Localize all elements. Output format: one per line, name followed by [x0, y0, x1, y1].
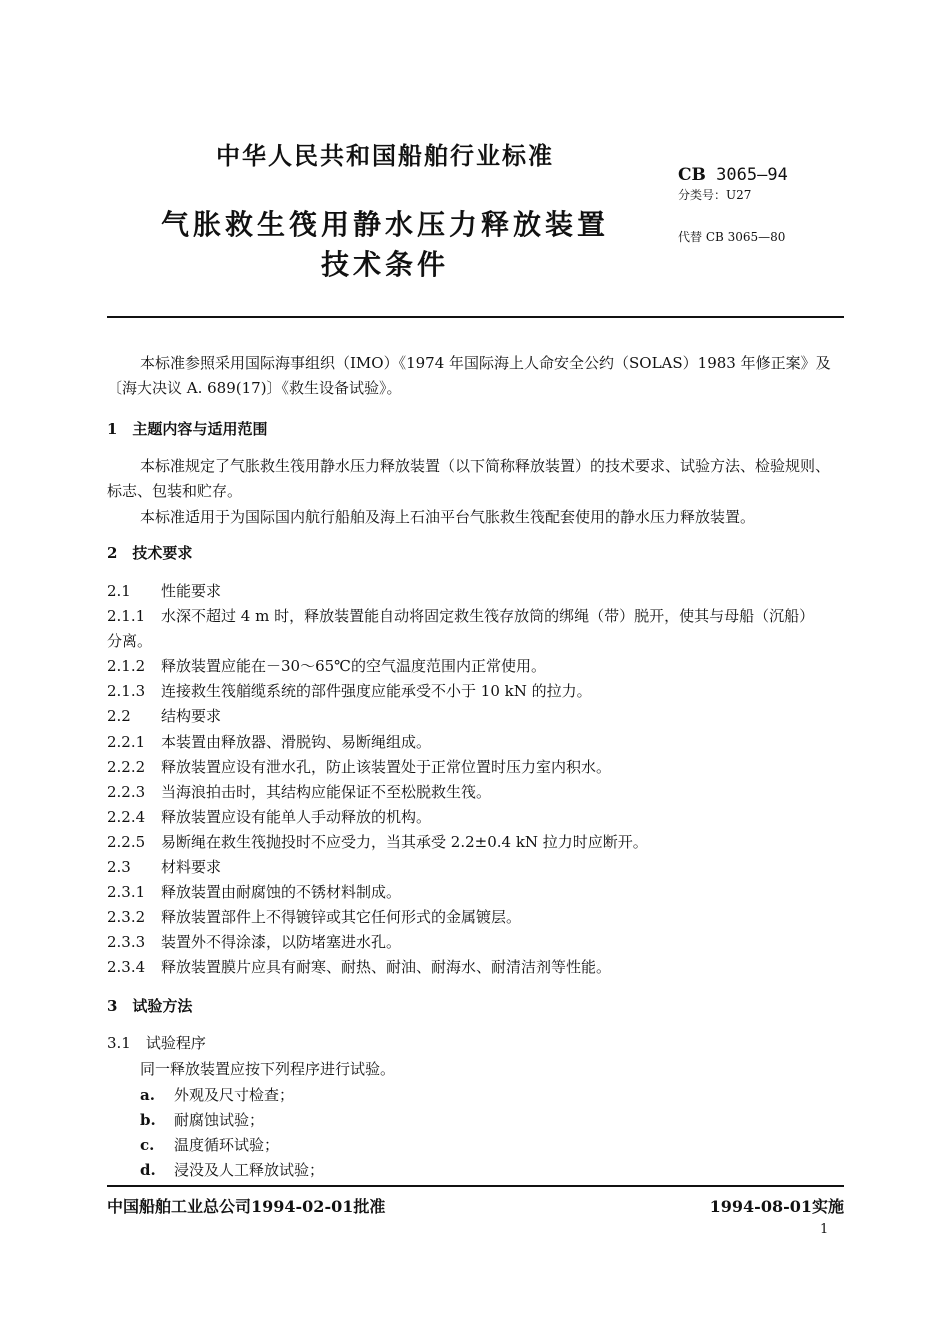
clause-line: 2.1.1 水深不超过 4 m 时，释放装置能自动将固定救生筏存放筒的绑绳（带）脱开，使其与母船（沉船） — [107, 607, 815, 625]
section-1-paragraph-1: 本标准规定了气胀救生筏用静水压力释放装置（以下简称释放装置）的技术要求、试验方法、检验规则、标志、包装和贮存。 — [107, 457, 831, 500]
section-1-heading: 1 主题内容与适用范围 — [107, 420, 268, 438]
clause-line: 2.1.2 释放装置应能在－30～65℃的空气温度范围内正常使用。 — [107, 657, 546, 675]
clause-line: 2.2.5 易断绳在救生筏抛投时不应受力，当其承受 2.2±0.4 kN 拉力时应断开。 — [107, 833, 648, 851]
clause-line: 2.2 结构要求 — [107, 707, 222, 725]
clause-line: 2.2.4 释放装置应设有能单人手动释放的机构。 — [107, 808, 432, 826]
section-3-heading: 3 试验方法 — [107, 997, 193, 1015]
clause-line: 2.3.3 装置外不得涂漆，以防堵塞进水孔。 — [107, 933, 402, 951]
code-number: 3065—94 — [716, 165, 788, 185]
footer-divider — [107, 1185, 844, 1187]
section-2-heading: 2 技术要求 — [107, 544, 193, 562]
clause-line: 2.3.1 释放装置由耐腐蚀的不锈材料制成。 — [107, 883, 402, 901]
title-divider — [107, 316, 844, 318]
approval-date: 中国船舶工业总公司1994-02-01批准 — [107, 1197, 386, 1216]
list-item: d. 浸没及人工释放试验； — [140, 1161, 325, 1179]
document-title-line1: 气胀救生筏用静水压力释放装置 — [160, 208, 609, 241]
clause-line: 2.3 材料要求 — [107, 858, 222, 876]
standard-code — [678, 165, 788, 185]
clause-line: 2.3.4 释放装置膜片应具有耐寒、耐热、耐油、耐海水、耐清洁剂等性能。 — [107, 958, 612, 976]
list-item: a. 外观及尺寸检查； — [140, 1086, 295, 1104]
clause-line: 2.2.3 当海浪拍击时，其结构应能保证不至松脱救生筏。 — [107, 783, 492, 801]
industry-standard-title: 中华人民共和国船舶行业标准 — [216, 141, 554, 170]
document-title-line2: 技术条件 — [320, 248, 449, 281]
list-item: b. 耐腐蚀试验； — [140, 1111, 265, 1129]
procedure-lead: 同一释放装置应按下列程序进行试验。 — [140, 1060, 396, 1078]
clause-line: 2.1 性能要求 — [107, 582, 222, 600]
replaces-standard: 代替 CB 3065—80 — [678, 230, 786, 244]
clause-line: 2.2.1 本装置由释放器、滑脱钩、易断绳组成。 — [107, 733, 432, 751]
clause-line: 2.1.3 连接救生筏艏缆系统的部件强度应能承受不小于 10 kN 的拉力。 — [107, 682, 592, 700]
subsection-3-1-heading: 3.1 试验程序 — [107, 1034, 206, 1052]
implementation-date: 1994-08-01实施 — [709, 1197, 844, 1216]
section-1-paragraph-2: 本标准适用于为国际国内航行船舶及海上石油平台气胀救生筏配套使用的静水压力释放装置。 — [140, 508, 756, 526]
clause-line: 分离。 — [107, 632, 153, 650]
page-number: 1 — [820, 1222, 829, 1237]
list-item: c. 温度循环试验； — [140, 1136, 280, 1154]
intro-paragraph: 本标准参照采用国际海事组织（IMO）《1974 年国际海上人命安全公约（SOLAS）1983 年修正案》及〔海大决议 A. 689(17)〕《救生设备试验》。 — [107, 354, 831, 397]
code-prefix: CB — [678, 165, 706, 185]
clause-line: 2.2.2 释放装置应设有泄水孔，防止该装置处于正常位置时压力室内积水。 — [107, 758, 612, 776]
clause-line: 2.3.2 释放装置部件上不得镀锌或其它任何形式的金属镀层。 — [107, 908, 522, 926]
classification-number: 分类号：U27 — [678, 188, 752, 202]
